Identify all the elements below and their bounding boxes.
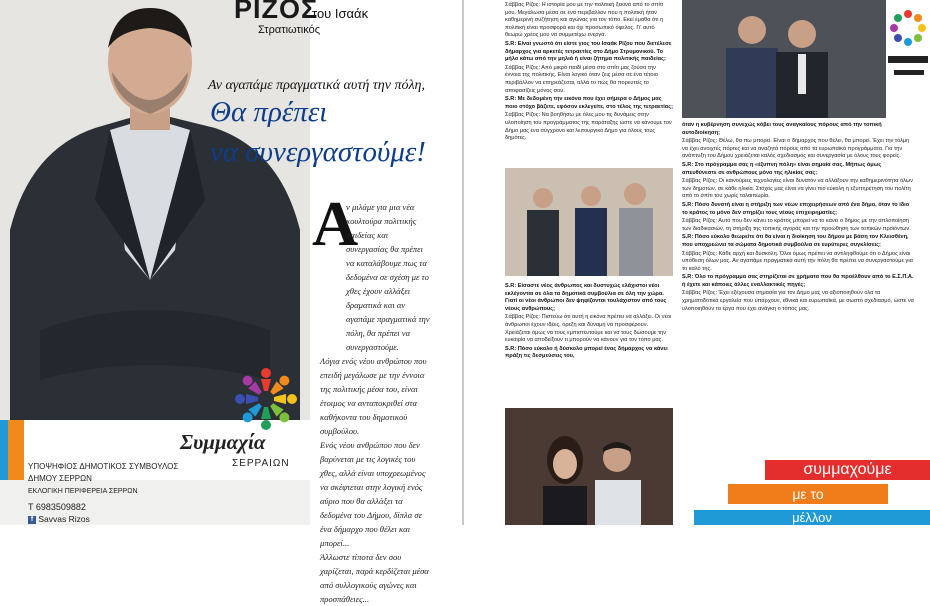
article-paragraph: Λόγια ενός νέου ανθρώπου που επειδή μεγάλωσε με την έννοια της πολιτικής μέσα του, είναι έτοιμος να ανταποκριθεί στα καθήκοντα του δημοτικού συμβούλου. — [320, 356, 427, 436]
question-text: S.R: Όλο το πρόγραμμα σας στηρίζεται σε χρήματα που θα προέλθουν από το Ε.Σ.Π.Α. ή έχετε και κάποιες άλλες εναλλακτικές πηγές; — [682, 274, 914, 288]
couple-photo-illustration — [505, 408, 673, 525]
facebook-name: Savvas Rizos — [38, 514, 90, 524]
group-photo-illustration — [505, 168, 673, 276]
answer-text: Σάββας Ρίζος: Από μικρό παιδί μέσα στο σπίτι μας ζούσα την έννοια της πολιτικής. Είναι λογικό όταν ζεις μέσα σε ένα τέτοιο περιβάλλον να επηρεάζεσαι, αλλά το πώς θα πορευτείς το αποφασίζεις μόνος σου. — [505, 64, 658, 94]
couple-photo — [505, 408, 673, 525]
logo-wordmark: Συμμαχία — [180, 430, 266, 454]
answer-text: Σάββας Ρίζος: Η ιστορία μου με την πολιτική ξεκινά από το σπίτι μου. Μεγάλωσα μέσα σε ένα περιβάλλον που η πολιτική ήταν καθημερινή συζήτηση και αγώνας για τον τόπο. Εκεί έμαθα ότι η πολιτική είναι προσφορά και όχι προσωπικό όφελος. Γι' αυτό θεωρώ χρέος μου να συμμετέχω ενεργά. — [505, 2, 664, 39]
two-men-photo-illustration — [682, 0, 886, 118]
answer-text: Σάββας Ρίζος: Έχει εξέχουσα σημασία για τον Δήμο μας να αξιοποιηθούν όλα τα χρηματοδοτικά εργαλεία που υπάρχουν, εθνικά και ευρωπαϊκά, με σωστό σχεδιασμό, ώστε να υλοποιηθούν τα έργα που έχει ανάγκη ο τόπος μας. — [682, 290, 914, 312]
logo-figures-icon — [228, 364, 304, 434]
candidate-municipality: ΔΗΜΟΥ ΣΕΡΡΩΝ — [28, 474, 92, 483]
interview-column-1-bottom — [505, 283, 673, 362]
article-paragraph: Άλλωστε τίποτα δεν σου χαρίζεται, παρά κερδίζεται μέσα από συλλογικούς αγώνες και προσπάθειες... — [320, 552, 429, 604]
page-divider — [462, 0, 464, 525]
candidate-surname: ΡΙΖΟΣ — [234, 0, 319, 24]
symmachia-logo-small — [886, 0, 930, 92]
two-men-photo — [682, 0, 886, 118]
article-dropcap: Α — [312, 188, 359, 259]
candidate-phone: Τ 6983509882 — [28, 502, 86, 512]
logo-subtitle: ΣΕΡΡΑΙΩΝ — [232, 458, 290, 469]
logo-figures-small-icon — [886, 0, 930, 92]
answer-text: Σάββας Ρίζος: Πιστεύω ότι αυτή η εικόνα πρέπει να αλλάξει. Οι νέοι άνθρωποι έχουν ιδέες, όρεξη και δύναμη να προσφέρουν. Χρειάζεται όμως να τους εμπιστευτούμε και να τους δώσουμε την ευκαιρία να αποδείξουν τι μπορούν να κάνουν για τον τόπο μας. — [505, 314, 672, 344]
slogan-bar-blue: μέλλον — [694, 510, 930, 525]
article-paragraph: Ενός νέου ανθρώπου που δεν βαρύνεται με τις λογικές του χθες, αλλά είναι υποχρεωμένος να σκέφτεται στην λογική ενός αύριο που θα αλλάξει τα δεδομένα του Δήμου, δίπλα σε ένα δήμαρχο που θέλει και μπορεί... — [320, 440, 426, 548]
question-text: όταν η κυβέρνηση συνεχώς κόβει τους αναγκαίους πόρους από την τοπική αυτοδιοίκηση; — [682, 122, 882, 136]
candidate-father-name: του Ισαάκ — [312, 6, 369, 21]
article-body — [320, 200, 432, 606]
portrait-illustration — [0, 0, 310, 420]
question-text: S.R: Με δεδομένη την εικόνα που έχει σήμερα ο Δήμος μας ποιο στόχο βάζετε, εφόσον εκλεγείτε, στο τέλος της τετραετίας; — [505, 96, 673, 110]
quote-intro-line: Αν αγαπάμε πραγματικά αυτή την πόλη, — [208, 78, 425, 93]
question-text: S.R: Πόσο δυνατή είναι η στήριξη των νέων επιχειρήσεων από ένα δήμο, όταν το ίδιο το κράτος το μόνο δεν στηρίζει τους νέους επιχειρηματίες; — [682, 201, 910, 216]
answer-text: Σάββας Ρίζος: Θέλω, θα πω μπορεί. Είναι ο δήμαρχος που θέλει, θα μπορεί. Έχει την τόλμη να έχει ανοιχτές πόρτες και να αναζητά πόρους από τα ευρωπαϊκά προγράμματα. Για την ανάπτυξη του Δήμου χρειάζεται καλός σχεδιασμός και συνεργασία με όλους τους φορείς. — [682, 138, 910, 160]
facebook-icon: f — [28, 516, 36, 524]
interview-column-2 — [682, 122, 914, 314]
answer-text: Σάββας Ρίζος: Κάθε αρχή και δύσκολη. Όλοι όμως πρέπει να αντιληφθούμε ότι ο Δήμος είναι υπόθεση όλων μας. Αν αγαπάμε πραγματικά αυτή την πόλη θα πρέπει να συνεργαστούμε για το καλό της. — [682, 250, 913, 272]
quote-headline-line2: να συνεργαστούμε! — [210, 136, 426, 168]
symmachia-logo-icon — [228, 364, 304, 434]
question-text: S.R: Στο πρόγραμμα σας η «έξυπνη πόλη» είναι σημαία σας. Μήπως όμως απευθύνεστε σε ανθρώπους μόνο της ηλικίας σας; — [682, 161, 882, 176]
answer-text: Σάββας Ρίζος: Να βοηθήσω με όλες μου τις δυνάμεις στην υλοποίηση του προγράμματος της παράταξης ώστε να κάνουμε τον Δήμο μας ένα σύγχρονο και λειτουργικό Δήμο για όλους τους δημότες. — [505, 112, 672, 142]
answer-text: Σάββας Ρίζος: Αυτό που δεν κάνει το κράτος μπορεί να το κάνει ο δήμος με την απλοποίηση των διαδικασιών, τη στήριξη της τοπικής αγοράς και την προώθηση των τοπικών προϊόντων. — [682, 218, 911, 232]
answer-text: Σάββας Ρίζος: Οι καινούριες τεχνολογίες είναι δυνατόν να αλλάξουν την καθημερινότητα όλων των δημοτών, σε κάθε ηλικία. Στόχος μας είναι να γίνει πιο εύκολη η εξυπηρέτηση του πολίτη από το σπίτι του χωρίς ταλαιπωρία. — [682, 178, 913, 200]
question-text: S.R: Είσαστε νέος άνθρωπος και δυστυχώς ελάχιστοι νέοι εκλέγονται σε όλα τα δημοτικά συμβούλια σε όλη την χώρα. Γιατί οι νέοι άνθρωποι δεν ψηφίζονται τουλάχιστον από τους νέους ανθρώπους; — [505, 283, 667, 312]
quote-headline-line1: Θα πρέπει — [210, 96, 328, 128]
interview-column-1-top — [505, 2, 673, 144]
candidate-profession: Στρατιωτικός — [258, 24, 321, 36]
group-photo-three-men — [505, 168, 673, 276]
question-text: S.R: Πόσο εύκολο θεωρείτε ότι θα είναι η διοίκηση του δήμου με βάση τον Κλεισθένη, που υποχρεώνει τα σώματα δημοτικά συμβούλια σε ευρύτερες συγκλίσεις; — [682, 234, 909, 248]
candidate-region: ΕΚΛΟΓΙΚΗ ΠΕΡΙΦΕΡΕΙΑ ΣΕΡΡΩΝ — [28, 488, 138, 495]
question-text: S.R: Είναι γνωστό ότι είστε γιος του Ισαάκ Ρίζου που διετέλεσε δήμαρχος για αρκετές τετραετίες στο Δήμο Στρυμονικού. Το μήλο κάτω από την μηλιά ή είναι ζήτημα πολιτικής παιδείας; — [505, 40, 672, 63]
slogan-bar-orange: με το — [728, 484, 888, 504]
question-text: S.R: Πόσο εύκολο ή δύσκολο μπορεί ένας δήμαρχος να κάνει πράξη τις δεσμεύσεις του, — [505, 345, 668, 360]
article-paragraph: ν μιλάμε για μια νέα κουλτούρα πολιτικής παιδείας και συνεργασίας θα πρέπει να καταλάβουμε πως τα δεδομένα σε σχέση με το χθες έχουν αλλάξει δραματικά και αν αγαπάμε πραγματικά την πόλη, θα πρέπει να συνεργαστούμε. — [346, 202, 430, 352]
candidate-facebook — [28, 514, 90, 524]
slogan-bar-red: συμμαχούμε — [765, 460, 930, 480]
candidate-role: ΥΠΟΨΗΦΙΟΣ ΔΗΜΟΤΙΚΟΣ ΣΥΜΒΟΥΛΟΣ — [28, 462, 179, 471]
candidate-portrait-photo — [0, 0, 310, 420]
